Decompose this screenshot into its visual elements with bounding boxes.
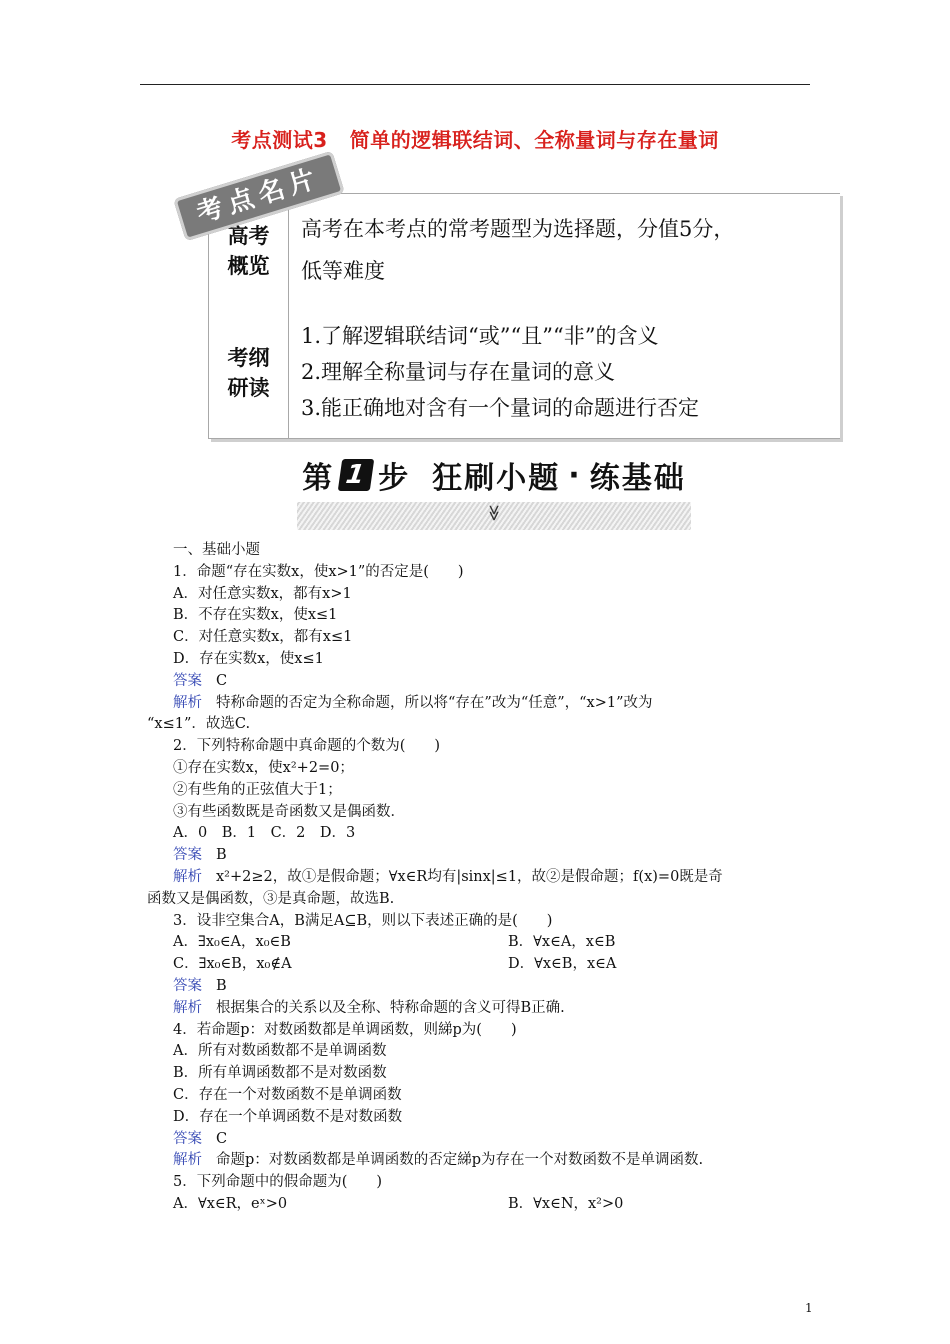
q2-item-1: ①存在实数x，使x²+2=0； [173, 759, 354, 776]
step-title-2: 练基础 [589, 461, 686, 496]
step-title-1: 狂刷小题 [432, 461, 561, 496]
q1-option-d: D．存在实数x，使x≤1 [173, 650, 324, 667]
q3-options-row-2 [173, 954, 813, 976]
step-banner [297, 452, 691, 532]
q1-answer-value: C [216, 672, 228, 689]
q1-analysis-text-2: “x≤1”．故选C. [147, 716, 251, 733]
title-text: 简单的逻辑联结词、全称量词与存在量词 [349, 128, 719, 152]
q1-option-b: B．不存在实数x，使x≤1 [173, 607, 338, 624]
analysis-label: 解析 [173, 694, 202, 711]
overview-body [301, 208, 834, 292]
overview-line-1: 高考在本考点的常考题型为选择题，分值5分， [301, 217, 735, 241]
q3-stem: 3．设非空集合A，B满足A⊆B，则以下表述正确的是( ) [173, 912, 553, 929]
stamp-text: 考点名片 [193, 162, 325, 230]
analysis-label: 解析 [173, 868, 202, 885]
syllabus-line-3: 3.能正确地对含有一个量词的命题进行否定 [301, 396, 700, 420]
header-rule [140, 84, 810, 85]
q3-option-b: B．∀x∈A，x∈B [508, 934, 616, 951]
q1-stem: 1．命题“存在实数x，使x>1”的否定是( ) [173, 563, 464, 580]
question-list [147, 540, 813, 1216]
answer-label: 答案 [173, 672, 202, 689]
q4-answer-value: C [216, 1130, 228, 1147]
q3-option-c: C．∃x₀∈B，x₀∉A [173, 956, 292, 973]
q2-item-3: ③有些函数既是奇函数又是偶函数． [173, 803, 405, 820]
step-heading [297, 452, 691, 498]
q2-analysis-text-1: x²+2≥2，故①是假命题；∀x∈R均有|sinx|≤1，故②是假命题；f(x)=0既是奇 [216, 868, 723, 885]
step-post: 步 [378, 461, 411, 496]
q4-stem: 4．若命题p：对数函数都是单调函数，则綈p为( ) [173, 1021, 517, 1038]
step-dot: · [568, 457, 582, 493]
q4-option-c: C．存在一个对数函数不是单调函数 [173, 1086, 402, 1103]
q5-options-row-1 [173, 1194, 813, 1216]
analysis-label: 解析 [173, 1152, 202, 1169]
analysis-label: 解析 [173, 999, 202, 1016]
step-pre: 第 [302, 461, 335, 496]
q2-answer [173, 845, 813, 867]
q5-option-a: A．∀x∈R，eˣ>0 [173, 1195, 288, 1212]
title-number: 考点测试3 [231, 128, 328, 152]
syllabus-label-line-1: 考纲 [227, 345, 270, 370]
q3-option-d: D．∀x∈B，x∈A [508, 956, 617, 973]
answer-label: 答案 [173, 1130, 202, 1147]
q3-answer-value: B [216, 977, 227, 994]
q5-stem: 5．下列命题中的假命题为( ) [173, 1174, 383, 1191]
section-heading: 一、基础小题 [173, 542, 260, 558]
overview-line-2: 低等难度 [301, 259, 385, 283]
q4-option-a: A．所有对数函数都不是单调函数 [173, 1043, 387, 1060]
q1-analysis [173, 693, 813, 715]
q3-option-a: A．∃x₀∈A，x₀∈B [173, 934, 291, 951]
q1-option-a: A．对任意实数x，都有x>1 [173, 585, 352, 602]
syllabus-card [208, 307, 840, 439]
q3-options-row-1 [173, 932, 813, 954]
syllabus-line-1: 1.了解逻辑联结词“或”“且”“非”的含义 [301, 324, 659, 348]
syllabus-label-line-2: 研读 [227, 375, 270, 400]
q4-answer [173, 1129, 813, 1151]
answer-label: 答案 [173, 847, 202, 864]
q2-answer-value: B [216, 847, 227, 864]
overview-label-line-2: 概览 [227, 254, 270, 278]
q4-option-d: D．存在一个单调函数不是对数函数 [173, 1108, 403, 1125]
syllabus-label [209, 307, 289, 438]
syllabus-line-2: 2.理解全称量词与存在量词的意义 [301, 360, 616, 384]
q2-item-2: ②有些角的正弦值大于1； [173, 781, 342, 798]
overview-card [208, 193, 840, 309]
q1-option-c: C．对任意实数x，都有x≤1 [173, 629, 353, 646]
q3-answer [173, 976, 813, 998]
syllabus-body [301, 318, 834, 426]
q2-options: A．0 B．1 C．2 D．3 [173, 825, 356, 842]
q5-option-b: B．∀x∈N，x²>0 [508, 1195, 624, 1212]
q4-option-b: B．所有单调函数都不是对数函数 [173, 1065, 387, 1082]
page-number: 1 [805, 1301, 813, 1315]
q4-analysis-text: 命题p：对数函数都是单调函数的否定綈p为存在一个对数函数不是单调函数. [216, 1152, 704, 1169]
q2-analysis [173, 867, 813, 889]
q3-analysis-text: 根据集合的关系以及全称、特称命题的含义可得B正确. [216, 999, 565, 1016]
q3-analysis [173, 998, 813, 1020]
page-title [0, 124, 950, 153]
answer-label: 答案 [173, 977, 202, 994]
step-number-badge: 1 [338, 459, 374, 491]
q4-analysis [173, 1150, 813, 1172]
q1-analysis-text-1: 特称命题的否定为全称命题，所以将“存在”改为“任意”，“x>1”改为 [216, 694, 653, 711]
q2-stem: 2．下列特称命题中真命题的个数为( ) [173, 738, 441, 755]
chevron-down-icon: ≫ [485, 504, 504, 522]
q2-analysis-text-2: 函数又是偶函数，③是真命题，故选B. [147, 890, 395, 907]
q1-answer [173, 671, 813, 693]
overview-label-line-1: 高考 [227, 224, 270, 248]
